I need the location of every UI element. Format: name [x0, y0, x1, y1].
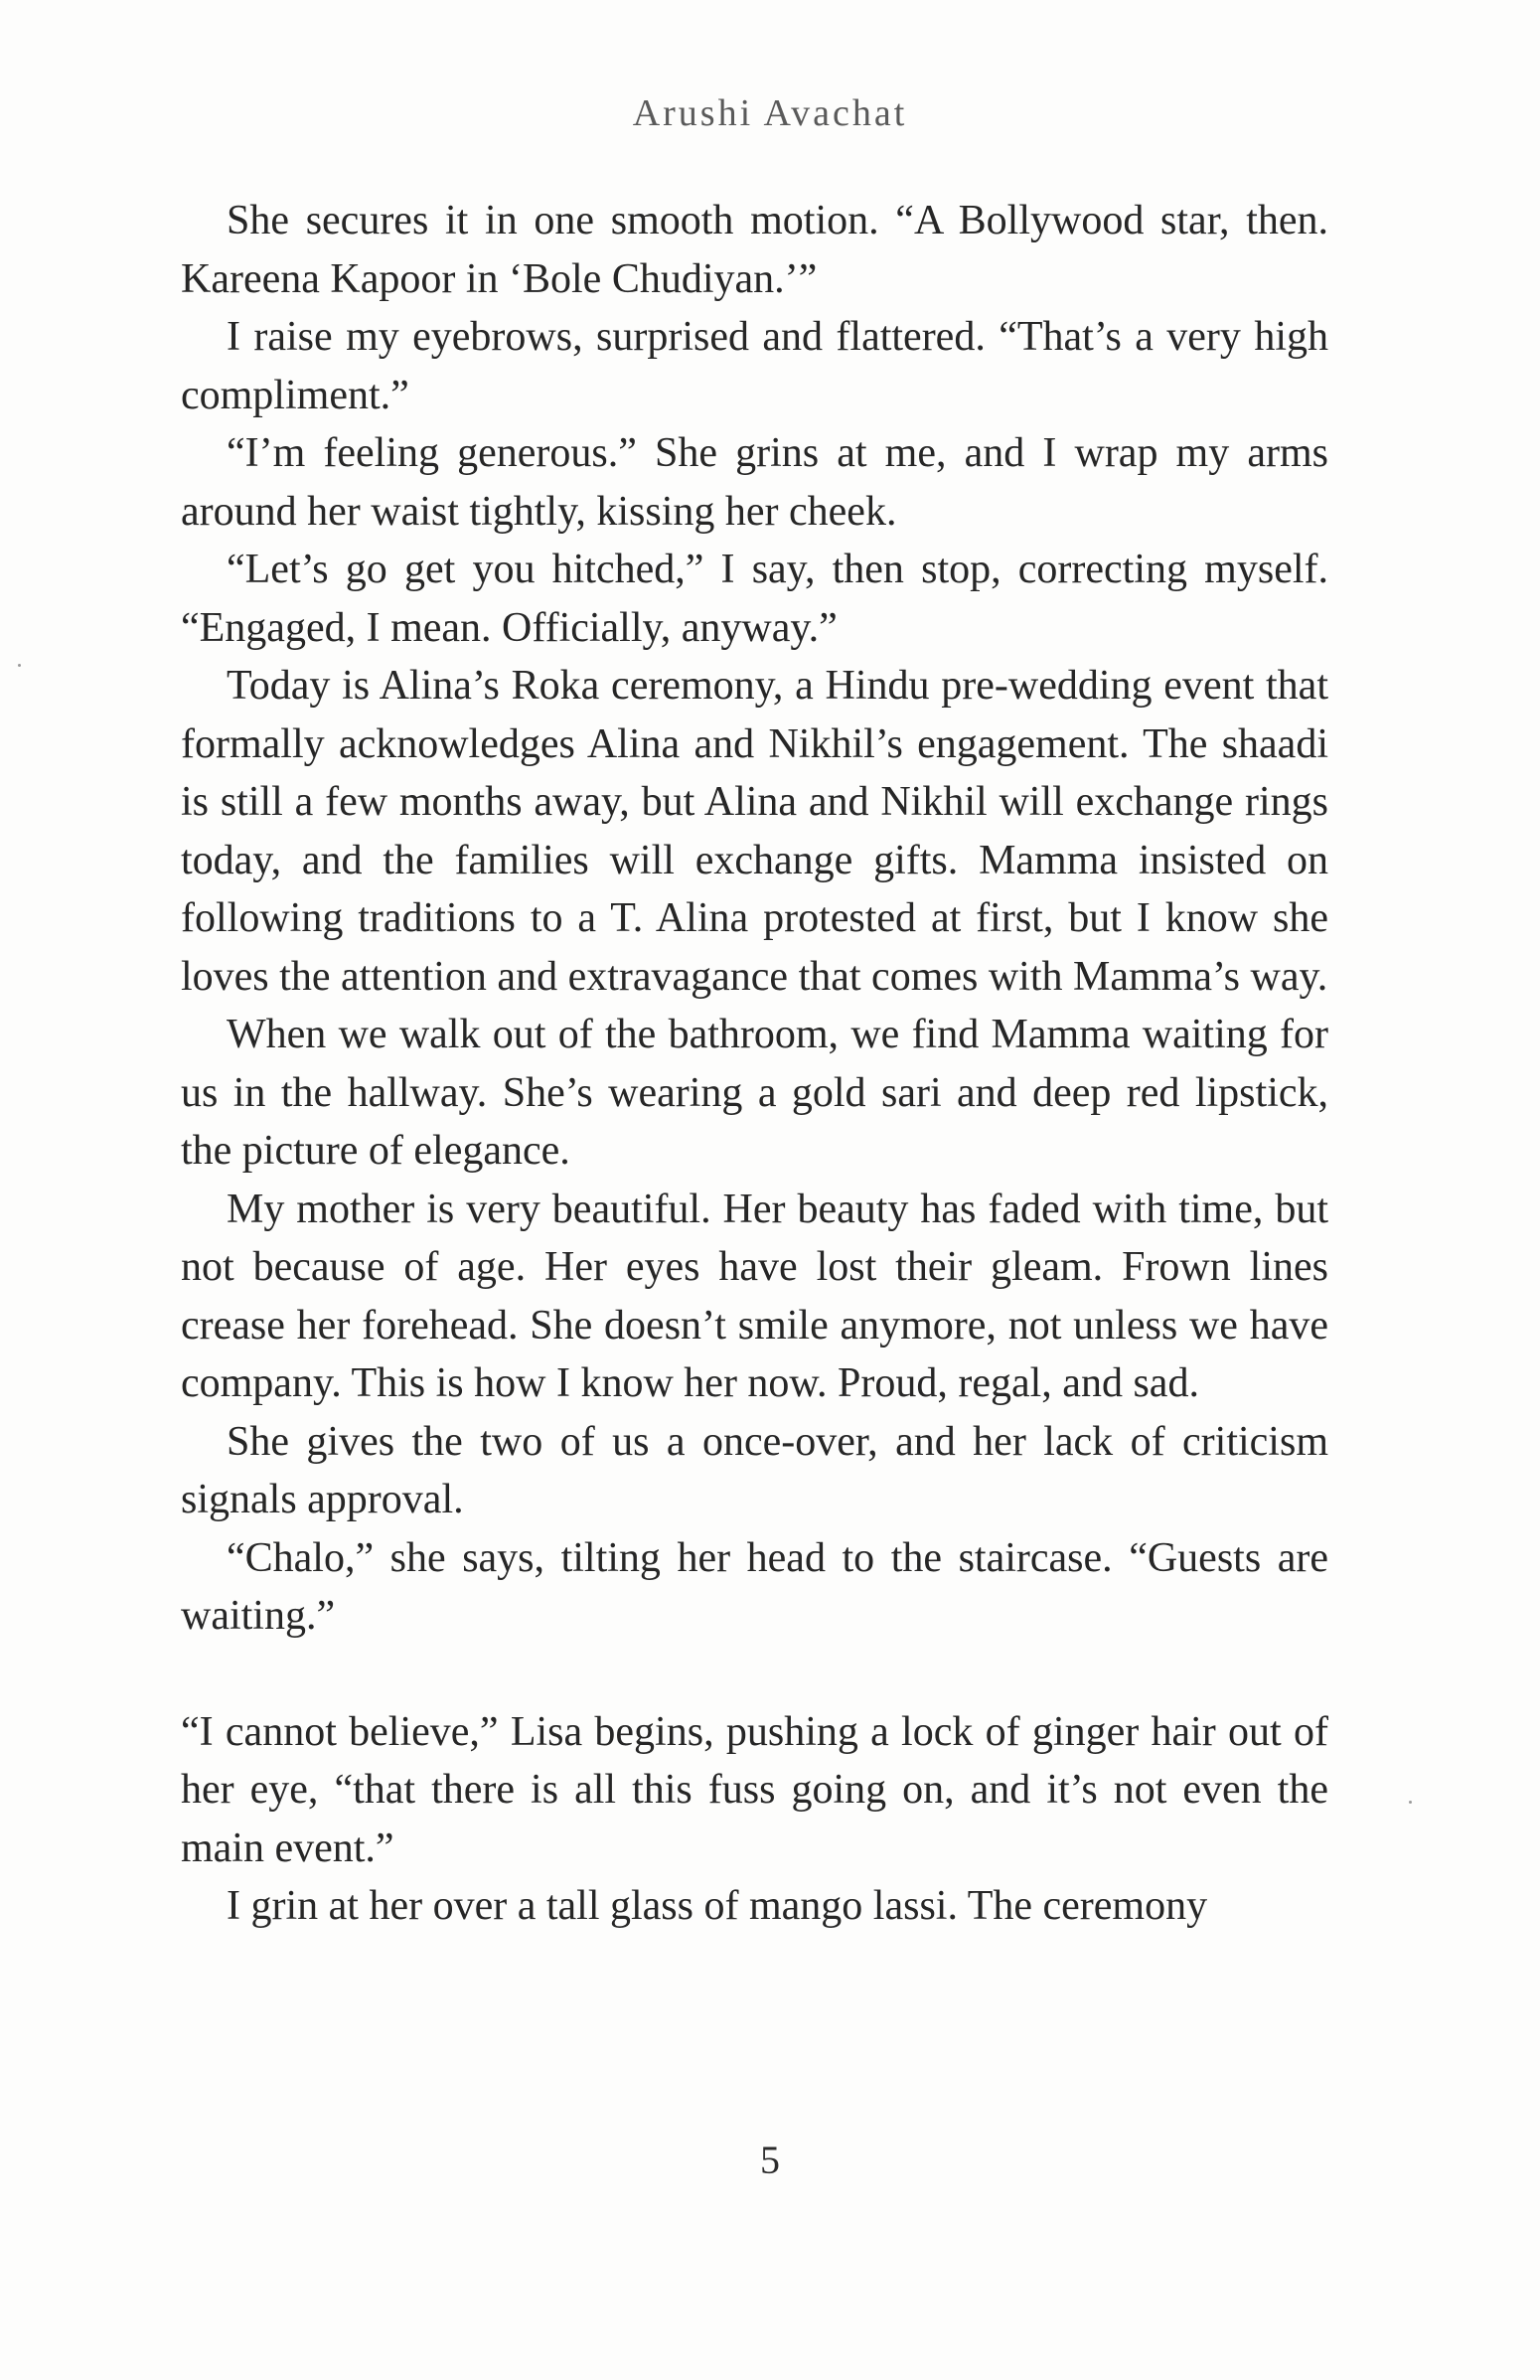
paragraph: She gives the two of us a once-over, and her lack of criticism signals approval.: [181, 1418, 1328, 1522]
scan-speck: [1409, 1801, 1412, 1804]
paragraph: “Let’s go get you hitched,” I say, then stop, correcting myself. “Engaged, I mean. Officially, anyway.”: [181, 547, 1328, 651]
section-opening-paragraph: “I cannot believe,” Lisa begins, pushing a lock of ginger hair out of her eye, “that there is all this fuss going on, and it’s not even the main event.”: [181, 1708, 1328, 1871]
running-head: Arushi Avachat: [632, 92, 908, 134]
body-text: [181, 192, 1328, 1936]
paragraph: Today is Alina’s Roka ceremony, a Hindu pre-wedding event that formally acknowledges Alina and Nikhil’s engagement. The shaadi is still a few months away, but Alina and Nikhil will exchange rings today, and the families will exchange gifts. Mamma insisted on following traditions to a T. Alina protested at first, but I know she loves the attention and extravagance that comes with Mamma’s way.: [181, 663, 1328, 1000]
paragraph: When we walk out of the bathroom, we find Mamma waiting for us in the hallway. She’s wearing a gold sari and deep red lipstick, the picture of elegance.: [181, 1012, 1328, 1174]
paragraph: “I’m feeling generous.” She grins at me, and I wrap my arms around her waist tightly, kissing her cheek.: [181, 430, 1328, 535]
paragraph: My mother is very beautiful. Her beauty has faded with time, but not because of age. Her eyes have lost their gleam. Frown lines crease her forehead. She doesn’t smile anymore, not unless we have company. This is how I know her now. Proud, regal, and sad.: [181, 1186, 1328, 1406]
paragraph: “Chalo,” she says, tilting her head to the staircase. “Guests are waiting.”: [181, 1534, 1328, 1639]
paragraph: She secures it in one smooth motion. “A Bollywood star, then. Kareena Kapoor in ‘Bole Chudiyan.’”: [181, 198, 1328, 302]
paragraph: I grin at her over a tall glass of mango lassi. The ceremony: [227, 1883, 1208, 1929]
paragraph: I raise my eyebrows, surprised and flattered. “That’s a very high compliment.”: [181, 314, 1328, 418]
page-number: 5: [760, 2138, 780, 2182]
scan-speck: [18, 664, 21, 667]
section-break: [181, 1646, 1328, 1703]
